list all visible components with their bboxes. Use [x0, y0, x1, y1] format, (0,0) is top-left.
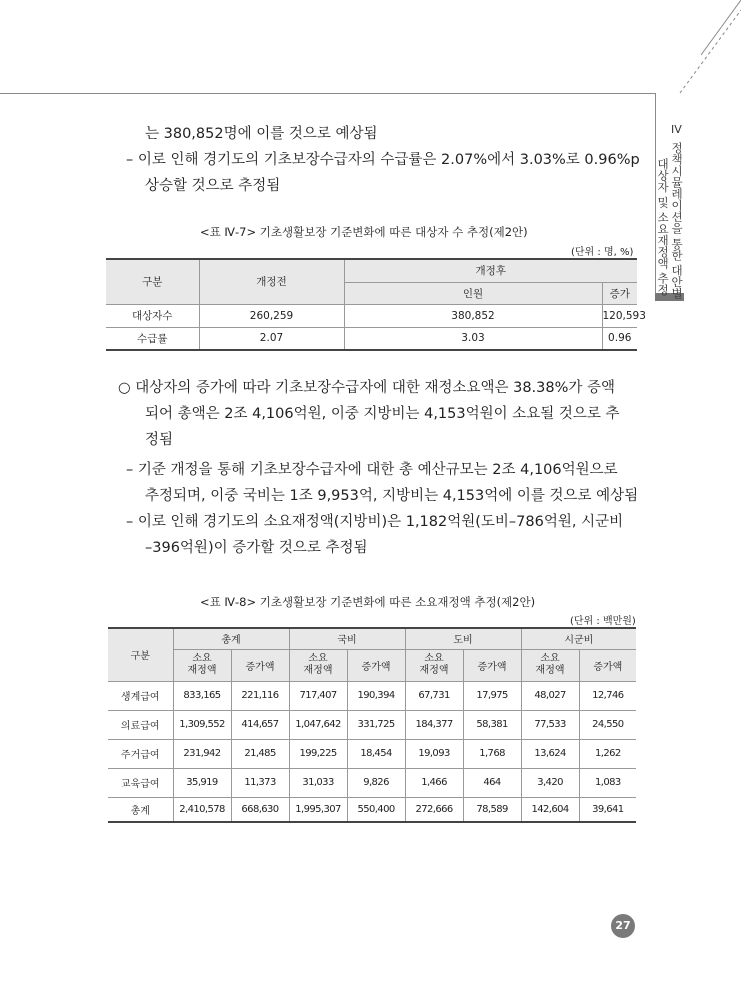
- table2-group-province: 도비: [405, 628, 521, 649]
- table2: [108, 627, 636, 823]
- table1-header-category: 구분: [106, 259, 199, 304]
- table2-group-total: 총계: [173, 628, 289, 649]
- bullet-line-3: 정됨: [145, 432, 174, 448]
- table2-cell: 1,262: [579, 739, 636, 768]
- table2-sub-increase: 증가액: [579, 649, 636, 681]
- table1-header-before: 개정전: [199, 259, 344, 304]
- table2-cell: 35,919: [173, 768, 231, 797]
- table2-cell: 190,394: [347, 681, 405, 710]
- table2-cell: 12,746: [579, 681, 636, 710]
- table2-cell: 1,768: [463, 739, 521, 768]
- table-row: [106, 327, 637, 350]
- table-row: [108, 681, 636, 710]
- intro-line-3: 상승할 것으로 추정됨: [145, 178, 281, 194]
- table2-sub-increase: 증가액: [231, 649, 289, 681]
- table2-cell: 833,165: [173, 681, 231, 710]
- table2-cell: 48,027: [521, 681, 579, 710]
- table-row: [108, 768, 636, 797]
- table2-cell: 1,466: [405, 768, 463, 797]
- table2-row-label: 총계: [108, 797, 173, 822]
- table2-cell: 18,454: [347, 739, 405, 768]
- table2-sub-required: 소요 재정액: [405, 649, 463, 681]
- corner-decoration: [600, 0, 741, 100]
- table2-cell: 19,093: [405, 739, 463, 768]
- table2-row-label: 주거급여: [108, 739, 173, 768]
- table2-cell: 9,826: [347, 768, 405, 797]
- table1-cell: 380,852: [344, 304, 602, 327]
- table2-sub-increase: 증가액: [463, 649, 521, 681]
- table2-cell: 717,407: [289, 681, 347, 710]
- table2-cell: 11,373: [231, 768, 289, 797]
- table2-cell: 17,975: [463, 681, 521, 710]
- intro-line-1: 는 380,852명에 이를 것으로 예상됨: [145, 126, 378, 142]
- table1-cell: 2.07: [199, 327, 344, 350]
- table2-cell: 231,942: [173, 739, 231, 768]
- table2-cell: 39,641: [579, 797, 636, 822]
- table2-cell: 3,420: [521, 768, 579, 797]
- table2-cell: 272,666: [405, 797, 463, 822]
- table1-cell: 3.03: [344, 327, 602, 350]
- table2-cell: 21,485: [231, 739, 289, 768]
- table2-caption: <표 Ⅳ-8> 기초생활보장 기준변화에 따른 소요재정액 추정(제2안): [200, 595, 536, 609]
- table-row: [106, 304, 637, 327]
- table2-cell: 24,550: [579, 710, 636, 739]
- table2-cell: 199,225: [289, 739, 347, 768]
- table2-cell: 67,731: [405, 681, 463, 710]
- table2-cell: 58,381: [463, 710, 521, 739]
- table-row: [108, 739, 636, 768]
- table1-cell: 120,593: [602, 304, 637, 327]
- table2-cell: 77,533: [521, 710, 579, 739]
- table2-cell: 2,410,578: [173, 797, 231, 822]
- table1-cell: 0.96: [602, 327, 637, 350]
- table2-group-national: 국비: [289, 628, 405, 649]
- table2-cell: 1,083: [579, 768, 636, 797]
- chapter-title-line1: 정책시뮬레이션을 통한 대안별: [670, 142, 684, 299]
- chapter-number: IV: [671, 123, 682, 136]
- table2-cell: 1,995,307: [289, 797, 347, 822]
- chapter-title-line2: 대상자 및 소요재정액 추정: [656, 158, 670, 296]
- table1-row-label: 대상자수: [106, 304, 199, 327]
- header-rule: [0, 93, 655, 94]
- table1-row-label: 수급률: [106, 327, 199, 350]
- table-row: [108, 797, 636, 822]
- table1-header-after: 개정후: [344, 259, 637, 282]
- bullet-line-2: 되어 총액은 2조 4,106억원, 이중 지방비는 4,153억원이 소요될 것으로 추: [145, 406, 620, 422]
- table2-cell: 184,377: [405, 710, 463, 739]
- table2-cell: 1,309,552: [173, 710, 231, 739]
- table2-header-category: 구분: [108, 628, 173, 681]
- table2-cell: 414,657: [231, 710, 289, 739]
- page-number: 27: [611, 914, 635, 938]
- dash-line-2a: – 이로 인해 경기도의 소요재정액(지방비)은 1,182억원(도비–786억원, 시군비: [126, 514, 624, 530]
- table2-cell: 550,400: [347, 797, 405, 822]
- table2-cell: 142,604: [521, 797, 579, 822]
- table2-sub-required: 소요 재정액: [289, 649, 347, 681]
- table1-header-increase: 증가: [602, 282, 637, 304]
- dash-line-1a: – 기준 개정을 통해 기초보장수급자에 대한 총 예산규모는 2조 4,106억원으로: [126, 462, 618, 478]
- table2-row-label: 생계급여: [108, 681, 173, 710]
- table2-unit: (단위 : 백만원): [570, 616, 636, 627]
- table1-cell: 260,259: [199, 304, 344, 327]
- table1-unit: (단위 : 명, %): [571, 247, 634, 258]
- table2-cell: 464: [463, 768, 521, 797]
- table2-row-label: 교육급여: [108, 768, 173, 797]
- table2-row-label: 의료급여: [108, 710, 173, 739]
- table-row: [108, 710, 636, 739]
- bullet-line-1: ○ 대상자의 증가에 따라 기초보장수급자에 대한 재정소요액은 38.38%가 증액: [118, 380, 616, 396]
- table2-cell: 78,589: [463, 797, 521, 822]
- table2-cell: 221,116: [231, 681, 289, 710]
- table2-cell: 13,624: [521, 739, 579, 768]
- table2-sub-required: 소요 재정액: [521, 649, 579, 681]
- dash-line-1b: 추정되며, 이중 국비는 1조 9,953억, 지방비는 4,153억에 이를 것으로 예상됨: [145, 488, 639, 504]
- intro-line-2: – 이로 인해 경기도의 기초보장수급자의 수급률은 2.07%에서 3.03%로 0.96%p: [126, 152, 640, 168]
- table2-cell: 331,725: [347, 710, 405, 739]
- table2-cell: 1,047,642: [289, 710, 347, 739]
- dash-line-2b: –396억원)이 증가할 것으로 추정됨: [145, 540, 368, 556]
- table1: [106, 258, 646, 351]
- table1-caption: <표 Ⅳ-7> 기초생활보장 기준변화에 따른 대상자 수 추정(제2안): [200, 225, 528, 239]
- table2-sub-required: 소요 재정액: [173, 649, 231, 681]
- table2-cell: 668,630: [231, 797, 289, 822]
- table1-header-people: 인원: [344, 282, 602, 304]
- table2-sub-increase: 증가액: [347, 649, 405, 681]
- table2-cell: 31,033: [289, 768, 347, 797]
- table2-group-city: 시군비: [521, 628, 636, 649]
